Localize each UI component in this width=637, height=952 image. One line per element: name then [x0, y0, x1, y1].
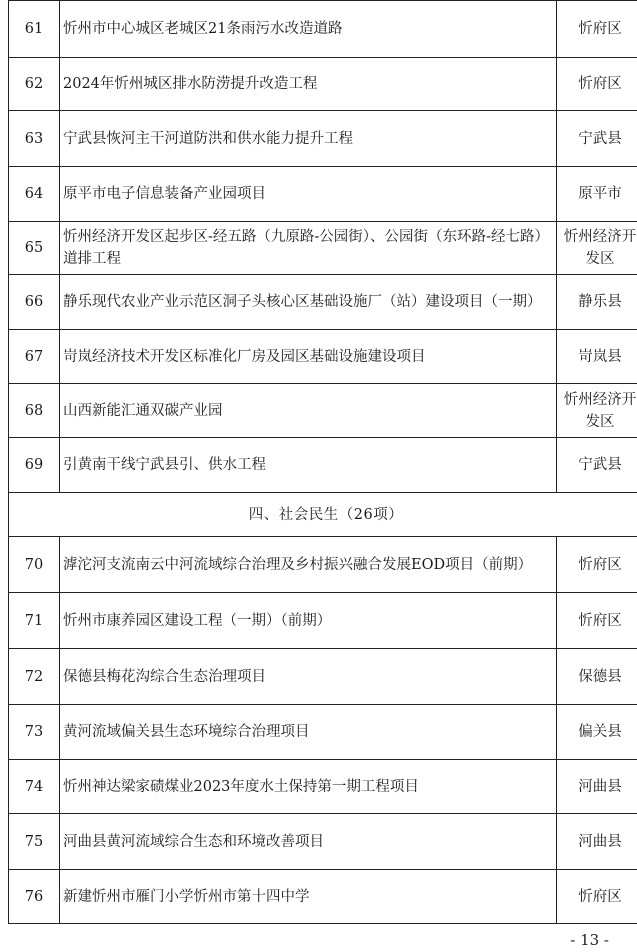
row-number-cell: 72	[9, 649, 60, 705]
location-cell	[557, 705, 637, 760]
location-cell	[557, 384, 637, 438]
table-row	[9, 1, 637, 58]
project-name-cell	[60, 537, 557, 593]
project-location: 偏关县	[578, 724, 622, 740]
project-table-body	[9, 1, 637, 924]
project-location: 忻府区	[578, 76, 622, 92]
project-name: 黄河流域偏关县生态环境综合治理项目	[63, 724, 310, 740]
project-name-cell	[60, 384, 557, 438]
project-name-cell	[60, 330, 557, 384]
project-location: 忻州经济开发区	[563, 229, 637, 267]
row-number-cell: 71	[9, 593, 60, 649]
table-row	[9, 760, 637, 814]
location-cell	[557, 222, 637, 275]
project-name-cell	[60, 593, 557, 649]
project-name-cell	[60, 58, 557, 111]
section-title: 四、社会民生（26项）	[9, 493, 637, 537]
table-row	[9, 58, 637, 111]
row-number-cell: 67	[9, 330, 60, 384]
project-location: 河曲县	[578, 778, 622, 795]
project-name: 静乐现代农业产业示范区洞子头核心区基础设施厂（站）建设项目（一期）	[63, 294, 542, 310]
project-name-cell	[60, 1, 557, 58]
project-name-cell	[60, 167, 557, 222]
location-cell	[557, 814, 637, 870]
project-name-cell	[60, 760, 557, 814]
table-row	[9, 537, 637, 593]
project-location: 忻府区	[578, 21, 622, 37]
row-number-cell: 76	[9, 870, 60, 924]
row-number-cell: 74	[9, 760, 60, 814]
project-name-cell	[60, 814, 557, 870]
project-name: 岢岚经济技术开发区标准化厂房及园区基础设施建设项目	[63, 348, 426, 365]
project-name: 宁武县恢河主干河道防洪和供水能力提升工程	[63, 130, 353, 147]
table-row	[9, 167, 637, 222]
row-number-cell: 70	[9, 537, 60, 593]
project-location: 忻府区	[578, 612, 622, 629]
table-row	[9, 593, 637, 649]
project-name-cell	[60, 111, 557, 167]
location-cell	[557, 275, 637, 330]
project-location: 宁武县	[578, 457, 622, 473]
table-row	[9, 330, 637, 384]
table-row	[9, 438, 637, 493]
project-location: 原平市	[578, 186, 622, 202]
table-row	[9, 649, 637, 705]
location-cell	[557, 438, 637, 493]
row-number-cell: 69	[9, 438, 60, 493]
location-cell	[557, 330, 637, 384]
project-location: 忻府区	[578, 556, 622, 573]
project-name-cell	[60, 275, 557, 330]
project-name: 忻州神达梁家碛煤业2023年度水土保持第一期工程项目	[63, 778, 419, 795]
project-name: 引黄南干线宁武县引、供水工程	[63, 457, 266, 473]
project-name-cell	[60, 438, 557, 493]
table-row	[9, 870, 637, 924]
row-number-cell: 64	[9, 167, 60, 222]
row-number-cell: 63	[9, 111, 60, 167]
project-name: 滹沱河支流南云中河流域综合治理及乡村振兴融合发展EOD项目（前期）	[63, 556, 533, 573]
location-cell	[557, 167, 637, 222]
project-location: 岢岚县	[578, 348, 622, 365]
table-row	[9, 275, 637, 330]
project-name: 保德县梅花沟综合生态治理项目	[63, 668, 266, 685]
section-header-row	[9, 493, 637, 537]
row-number-cell: 75	[9, 814, 60, 870]
row-number-cell: 62	[9, 58, 60, 111]
table-row	[9, 384, 637, 438]
project-location: 河曲县	[578, 833, 622, 850]
row-number-cell: 66	[9, 275, 60, 330]
row-number-cell: 68	[9, 384, 60, 438]
row-number-cell: 65	[9, 222, 60, 275]
project-name: 山西新能汇通双碳产业园	[63, 402, 223, 419]
project-name-cell	[60, 870, 557, 924]
project-location: 静乐县	[578, 294, 622, 310]
table-row	[9, 705, 637, 760]
project-table	[8, 0, 637, 924]
project-name: 忻州经济开发区起步区-经五路（九原路-公园街）、公园街（东环路-经七路）道排工程	[63, 229, 549, 267]
project-name-cell	[60, 649, 557, 705]
row-number-cell: 61	[9, 1, 60, 58]
project-name: 河曲县黄河流域综合生态和环境改善项目	[63, 833, 324, 850]
table-row	[9, 814, 637, 870]
location-cell	[557, 1, 637, 58]
location-cell	[557, 58, 637, 111]
row-number-cell: 73	[9, 705, 60, 760]
project-location: 保德县	[578, 668, 622, 685]
table-row	[9, 111, 637, 167]
project-name: 新建忻州市雁门小学忻州市第十四中学	[63, 888, 310, 905]
project-name-cell	[60, 705, 557, 760]
project-name: 忻州市中心城区老城区21条雨污水改造道路	[63, 21, 343, 37]
project-name: 忻州市康养园区建设工程（一期）（前期）	[63, 612, 332, 629]
project-name-cell	[60, 222, 557, 275]
location-cell	[557, 111, 637, 167]
location-cell	[557, 870, 637, 924]
project-location: 忻州经济开发区	[563, 391, 637, 430]
project-location: 忻府区	[578, 888, 622, 905]
location-cell	[557, 537, 637, 593]
page-number: - 13 -	[570, 931, 609, 949]
project-location: 宁武县	[578, 130, 622, 147]
project-name: 原平市电子信息装备产业园项目	[63, 186, 266, 202]
table-row	[9, 222, 637, 275]
location-cell	[557, 649, 637, 705]
location-cell	[557, 760, 637, 814]
project-name: 2024年忻州城区排水防涝提升改造工程	[63, 76, 318, 92]
location-cell	[557, 593, 637, 649]
